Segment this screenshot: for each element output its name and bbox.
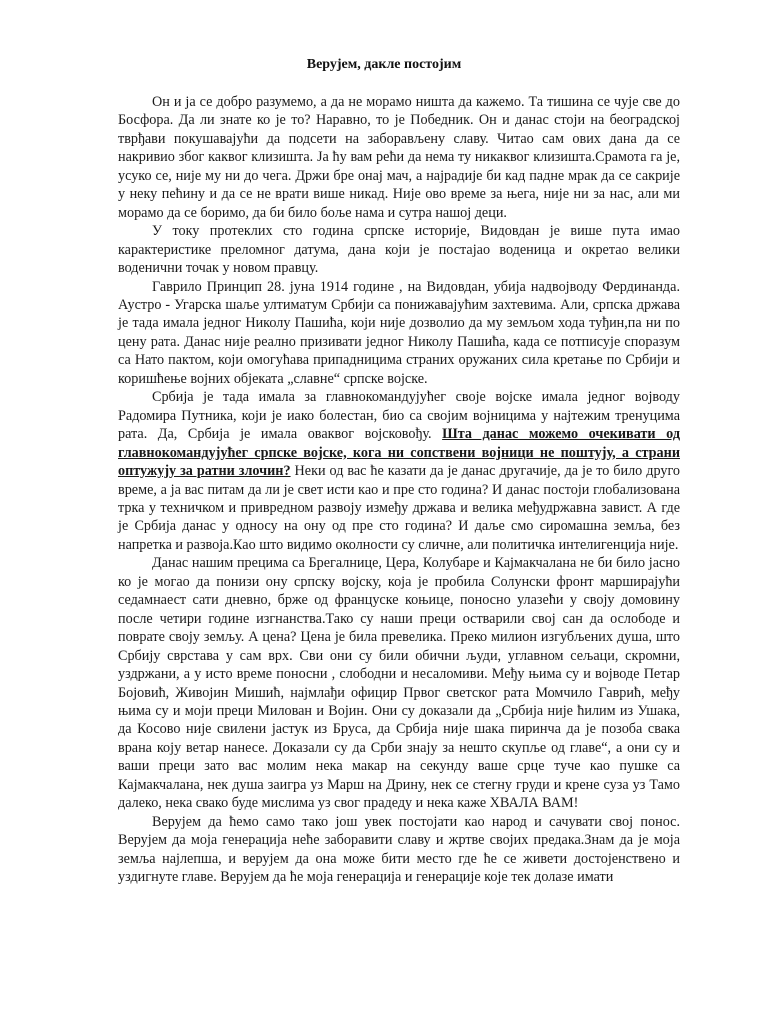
paragraph-1: Он и ја се добро разумемо, а да не морамо ништа да кажемо. Та тишина се чује све до Босфора. Да ли знате ко је то? Наравно, то је Победник. Он и данас стоји на београдској тврђави покушавајући да подсети на заборављену славу. Читао сам ових дана да се накривио због каквог клизишта. Ја ћу вам рећи да нема ту никаквог клизишта.Срамота га је, усуко се, није му ни до чега. Држи бре онај мач, а најрадије би кад падне мрак да се сакрије у неку пећину и да се не врати више никад. Није ово време за њега, није ни за нас, али ми морамо да се боримо, да би било боље нама и сутра нашој деци. — [118, 94, 680, 221]
paragraph-3: Гаврило Принцип 28. јуна 1914 године , на Видовдан, убија надвојводу Фердинанда. Аустро - Угарска шаље ултиматум Србији са понижавајућим захтевима. Али, српска држава је тада имала једног Николу Пашића, који није дозволио да му земљом хода туђин,па ни по цену рата. Данас није реално призивати једног Николу Пашића, када се потписује споразум са Нато пактом, који омогућава припадницима страних оружаних сила кретање по Србији и коришћење војних објеката „славне“ српске војске. — [118, 278, 680, 387]
document-title: Верујем, дакле постојим — [306, 57, 462, 72]
paragraph-2: У току протеклих сто година српске историје, Видовдан је више пута имао карактеристике преломног датума, дана који је постајао воденица и окретао велики воденични точак у новом правцу. — [118, 223, 680, 277]
document-body — [118, 93, 680, 886]
paragraph-4-emphasized-question: Шта данас можемо очекивати од главнокомандујућег српске војске, кога ни сопствени војници не поштују, а страни оптужују за ратни злочин? — [118, 426, 680, 480]
paragraph-4-text-after: Неки од вас ће казати да је данас другачије, да је то било друго време, а ја вас питам да ли је свет исти као и пре сто година? И данас постоји глобализована трка у техничком и привредном развоју између држава и велика међудржавна завист. А где је Србија данас у односу на ону од пре сто година? И даље смо сиромашна земља, без напретка и развоја.Као што видимо околности су сличне, али политичка интелигенција није. — [118, 463, 680, 553]
paragraph-4-text-before: Србија је тада имала за главнокомандујућег своје војске имала једног војводу Радомира Путника, који је иако болестан, био са својим војницима у најтежим тренуцима рата. Да, Србија је имала оваквог војсковођу. — [118, 389, 680, 443]
paragraph-6: Верујем да ћемо само тако још увек постојати као народ и сачувати свој понос. Верујем да моја генерација неће заборавити славу и жртве својих предака.Знам да је моја земља најлепша, и верујем да она може бити место где ће се живети достојенствено и уздигнуте главе. Верујем да ће моја генерација и генерације које тек долазе имати — [118, 813, 680, 886]
paragraph-5: Данас нашим прецима са Брегалнице, Цера, Колубаре и Кајмакчалана не би било јасно ко је могао да понизи ону српску војску, која је пробила Солунски фронт марширајући седамнаест сати дневно, брже од француске коњице, поносно улазећи у своју домовину после четири године изгнанства.Тако су наши преци остварили свој сан да ослободе и поврате своју земљу. А цена? Цена је била превелика. Преко милион изгубљених душа, што Србију сврстава у сам врх. Сви они су били обични људи, углавном сељаци, скромни, уздржани, а у исто време поносни , слободни и несаломиви. Међу њима су и војводе Петар Бојовић, Живојин Мишић, најмлађи официр Првог светског рата Момчило Гаврић, међу њима су и моји преци Милован и Војин. Они су доказали да „Србија није ћилим из Ушака, да Косово није свилени јастук из Бруса, да Србија није шака пиринча да је позоба свака врана коју ветар нанесе. Доказали су да Срби знају за нешто скупље од главе“, а они су и ваши преци зато вас молим нека макар на секунду ваше срце туче као пушке са Кајмакчалана, нек душа заигра уз Марш на Дрину, нек се стегну груди и крене суза уз Тамо далеко, нека свако буде мислима уз свог прадеду и нека каже ХВАЛА ВАМ! — [118, 555, 680, 812]
paragraph-4 — [118, 388, 680, 554]
